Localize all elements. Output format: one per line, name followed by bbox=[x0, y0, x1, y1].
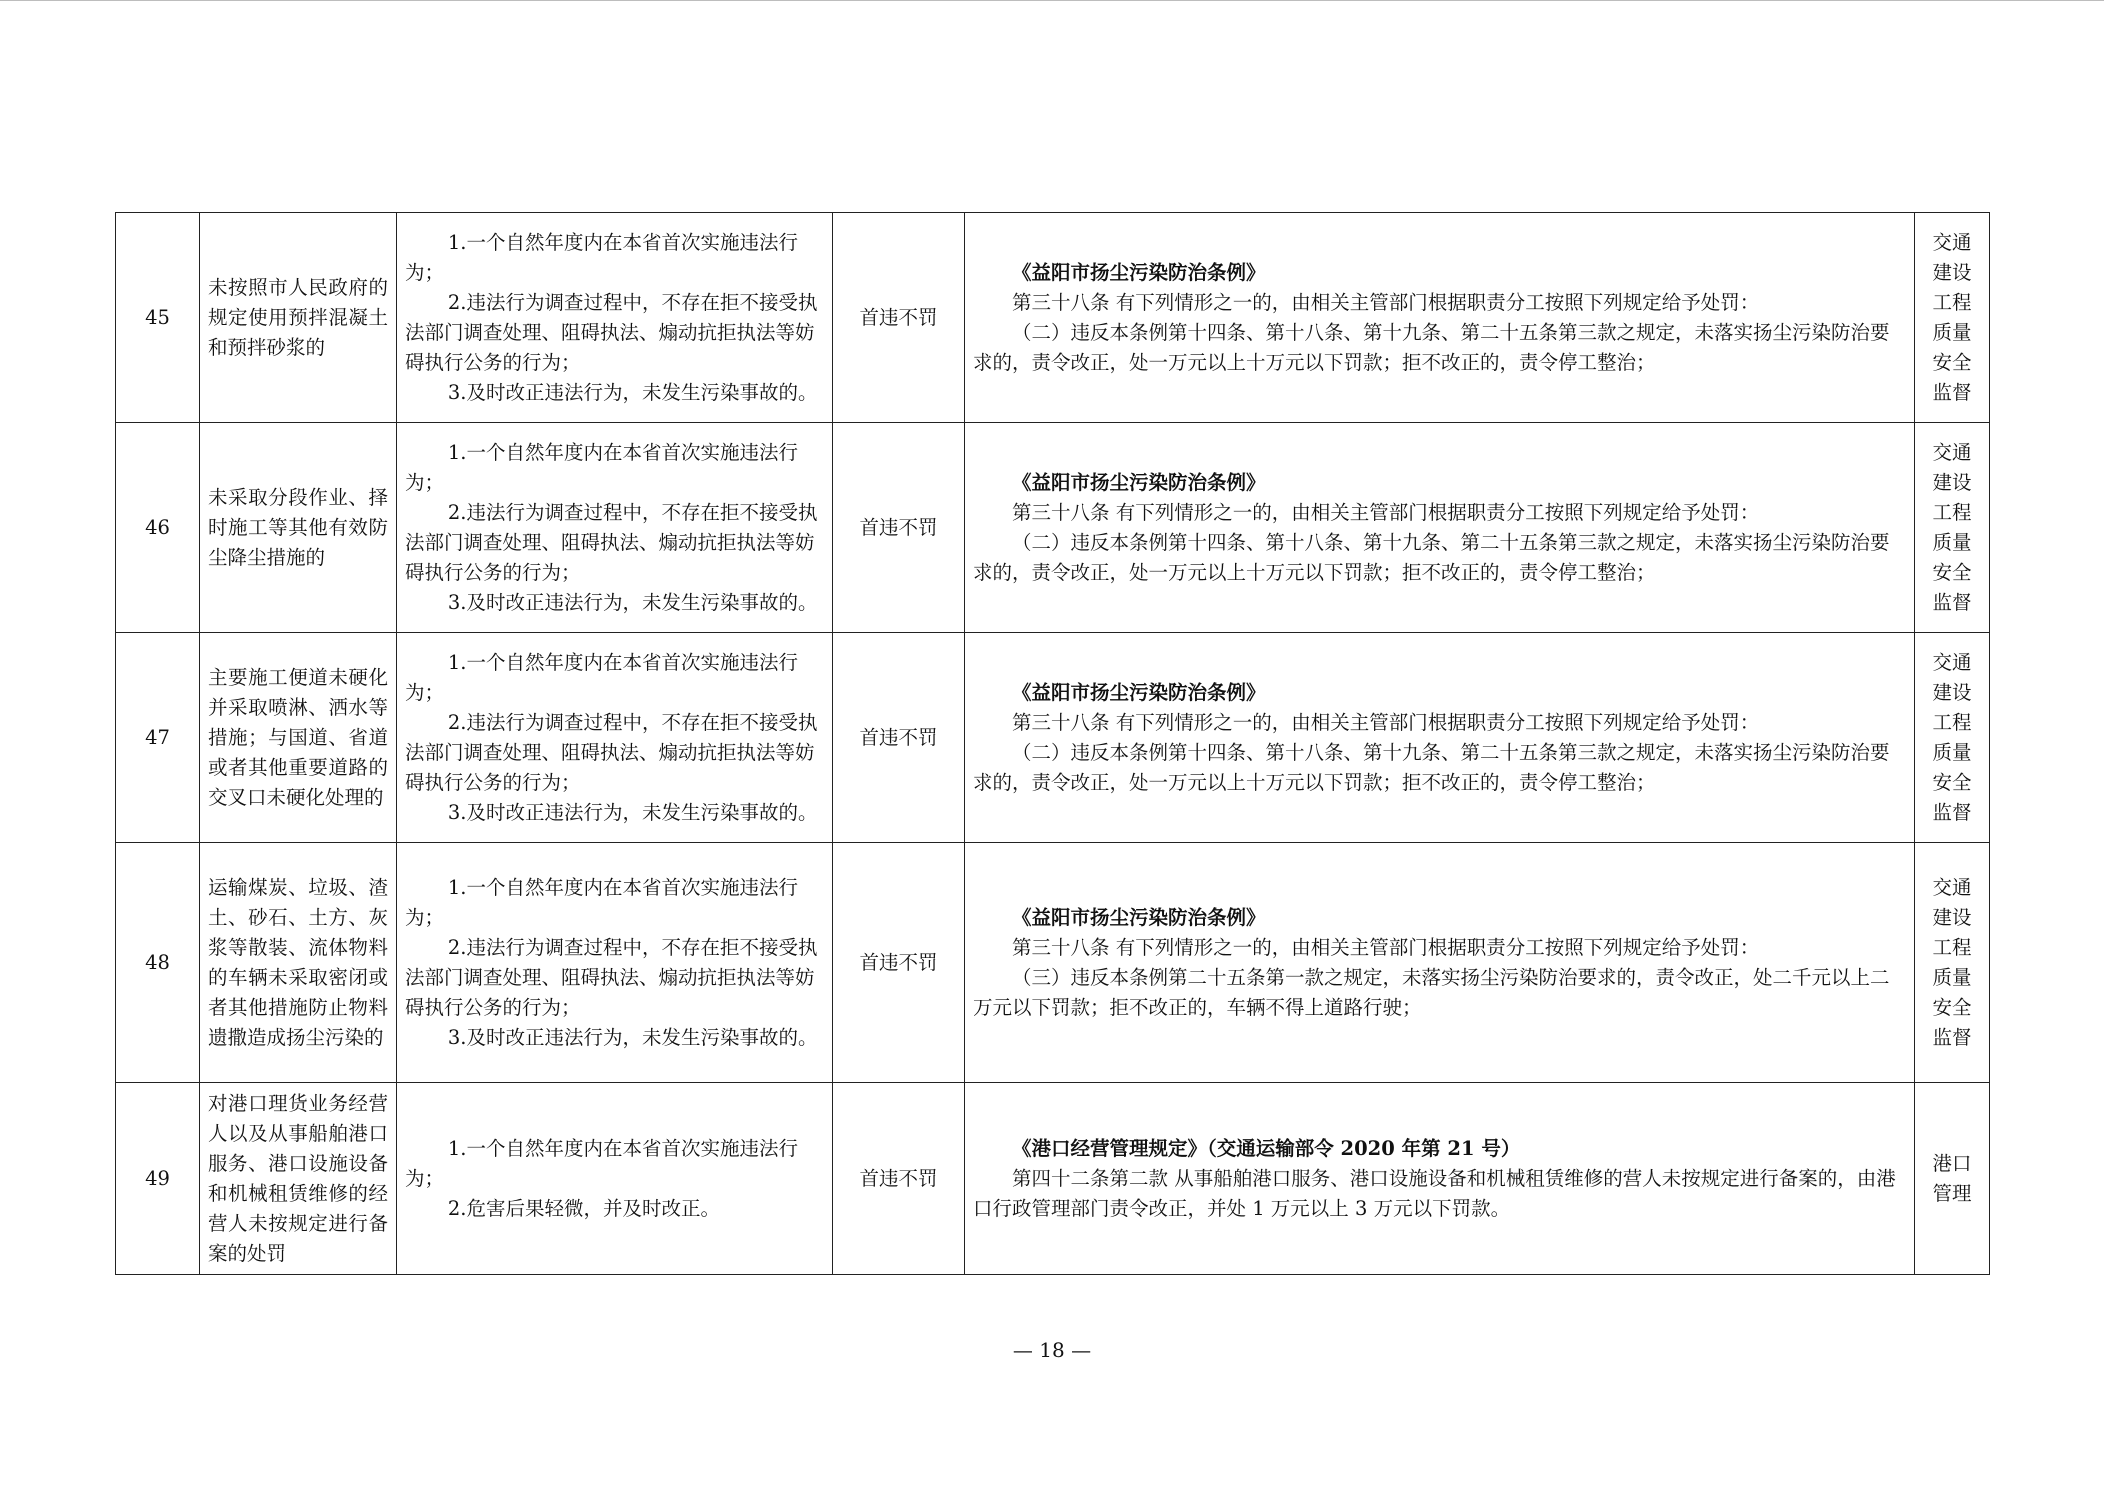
measure-cell: 首违不罚 bbox=[833, 213, 965, 423]
violation-item: 未采取分段作业、择时施工等其他有效防尘降尘措施的 bbox=[200, 423, 397, 633]
violation-item: 对港口理货业务经营人以及从事船舶港口服务、港口设施设备和机械租赁维修的经营人未按规定进行备案的处罚 bbox=[200, 1083, 397, 1275]
basis-paragraph: 第三十八条 有下列情形之一的，由相关主管部门根据职责分工按照下列规定给予处罚： bbox=[1012, 935, 1760, 959]
condition-line: 1.一个自然年度内在本省首次实施违法行为； bbox=[405, 875, 798, 929]
legal-basis-cell bbox=[965, 633, 1915, 843]
conditions-cell bbox=[397, 423, 833, 633]
conditions-cell bbox=[397, 843, 833, 1083]
condition-line: 1.一个自然年度内在本省首次实施违法行为； bbox=[405, 440, 798, 494]
row-number: 45 bbox=[116, 213, 200, 423]
condition-line: 3.及时改正违法行为，未发生污染事故的。 bbox=[447, 1025, 818, 1049]
law-title: 《益阳市扬尘污染防治条例》 bbox=[1012, 260, 1266, 284]
condition-line: 3.及时改正违法行为，未发生污染事故的。 bbox=[447, 800, 818, 824]
condition-line: 2.危害后果轻微，并及时改正。 bbox=[447, 1196, 720, 1220]
condition-line: 2.违法行为调查过程中，不存在拒不接受执法部门调查处理、阻碍执法、煽动抗拒执法等妨碍执行公务的行为； bbox=[405, 290, 818, 374]
condition-line: 3.及时改正违法行为，未发生污染事故的。 bbox=[447, 380, 818, 404]
page-number: — 18 — bbox=[1012, 1338, 1092, 1362]
condition-line: 2.违法行为调查过程中，不存在拒不接受执法部门调查处理、阻碍执法、煽动抗拒执法等妨碍执行公务的行为； bbox=[405, 710, 818, 794]
legal-basis-cell bbox=[965, 843, 1915, 1083]
law-title: 《益阳市扬尘污染防治条例》 bbox=[1012, 905, 1266, 929]
basis-paragraph: （三）违反本条例第二十五条第一款之规定，未落实扬尘污染防治要求的，责令改正，处二千元以上二万元以下罚款；拒不改正的，车辆不得上道路行驶； bbox=[973, 965, 1890, 1019]
measure-cell: 首违不罚 bbox=[833, 843, 965, 1083]
row-number: 48 bbox=[116, 843, 200, 1083]
legal-basis-cell bbox=[965, 1083, 1915, 1275]
row-number: 46 bbox=[116, 423, 200, 633]
legal-basis-cell bbox=[965, 213, 1915, 423]
basis-paragraph: （二）违反本条例第十四条、第十八条、第十九条、第二十五条第三款之规定，未落实扬尘污染防治要求的，责令改正，处一万元以上十万元以下罚款；拒不改正的，责令停工整治； bbox=[973, 740, 1890, 794]
law-title: 《港口经营管理规定》（交通运输部令 2020 年第 21 号） bbox=[1012, 1136, 1521, 1160]
condition-line: 1.一个自然年度内在本省首次实施违法行为； bbox=[405, 1136, 798, 1190]
department-cell: 交通建设工程质量安全监督 bbox=[1915, 843, 1990, 1083]
row-number: 49 bbox=[116, 1083, 200, 1275]
department-cell: 港口管理 bbox=[1915, 1083, 1990, 1275]
basis-paragraph: （二）违反本条例第十四条、第十八条、第十九条、第二十五条第三款之规定，未落实扬尘污染防治要求的，责令改正，处一万元以上十万元以下罚款；拒不改正的，责令停工整治； bbox=[973, 530, 1890, 584]
basis-paragraph: 第三十八条 有下列情形之一的，由相关主管部门根据职责分工按照下列规定给予处罚： bbox=[1012, 290, 1760, 314]
table-row bbox=[116, 423, 1990, 633]
table-row bbox=[116, 213, 1990, 423]
condition-line: 2.违法行为调查过程中，不存在拒不接受执法部门调查处理、阻碍执法、煽动抗拒执法等妨碍执行公务的行为； bbox=[405, 500, 818, 584]
condition-line: 3.及时改正违法行为，未发生污染事故的。 bbox=[447, 590, 818, 614]
condition-line: 2.违法行为调查过程中，不存在拒不接受执法部门调查处理、阻碍执法、煽动抗拒执法等妨碍执行公务的行为； bbox=[405, 935, 818, 1019]
conditions-cell bbox=[397, 633, 833, 843]
measure-cell: 首违不罚 bbox=[833, 423, 965, 633]
condition-line: 1.一个自然年度内在本省首次实施违法行为； bbox=[405, 230, 798, 284]
violation-item: 未按照市人民政府的规定使用预拌混凝土和预拌砂浆的 bbox=[200, 213, 397, 423]
basis-paragraph: （二）违反本条例第十四条、第十八条、第十九条、第二十五条第三款之规定，未落实扬尘污染防治要求的，责令改正，处一万元以上十万元以下罚款；拒不改正的，责令停工整治； bbox=[973, 320, 1890, 374]
department-cell: 交通建设工程质量安全监督 bbox=[1915, 213, 1990, 423]
legal-basis-cell bbox=[965, 423, 1915, 633]
basis-paragraph: 第三十八条 有下列情形之一的，由相关主管部门根据职责分工按照下列规定给予处罚： bbox=[1012, 710, 1760, 734]
conditions-cell bbox=[397, 1083, 833, 1275]
department-cell: 交通建设工程质量安全监督 bbox=[1915, 423, 1990, 633]
basis-paragraph: 第四十二条第二款 从事船舶港口服务、港口设施设备和机械租赁维修的营人未按规定进行备案的，由港口行政管理部门责令改正，并处 1 万元以上 3 万元以下罚款。 bbox=[973, 1166, 1896, 1220]
violation-item: 主要施工便道未硬化并采取喷淋、洒水等措施；与国道、省道或者其他重要道路的交叉口未硬化处理的 bbox=[200, 633, 397, 843]
basis-paragraph: 第三十八条 有下列情形之一的，由相关主管部门根据职责分工按照下列规定给予处罚： bbox=[1012, 500, 1760, 524]
condition-line: 1.一个自然年度内在本省首次实施违法行为； bbox=[405, 650, 798, 704]
table-row bbox=[116, 1083, 1990, 1275]
page-top-rule bbox=[0, 0, 2104, 1]
law-title: 《益阳市扬尘污染防治条例》 bbox=[1012, 680, 1266, 704]
law-title: 《益阳市扬尘污染防治条例》 bbox=[1012, 470, 1266, 494]
table-row bbox=[116, 843, 1990, 1083]
table-row bbox=[116, 633, 1990, 843]
measure-cell: 首违不罚 bbox=[833, 633, 965, 843]
row-number: 47 bbox=[116, 633, 200, 843]
table-body bbox=[116, 213, 1990, 1275]
enforcement-table bbox=[115, 212, 1990, 1275]
violation-item: 运输煤炭、垃圾、渣土、砂石、土方、灰浆等散装、流体物料的车辆未采取密闭或者其他措施防止物料遗撒造成扬尘污染的 bbox=[200, 843, 397, 1083]
conditions-cell bbox=[397, 213, 833, 423]
measure-cell: 首违不罚 bbox=[833, 1083, 965, 1275]
department-cell: 交通建设工程质量安全监督 bbox=[1915, 633, 1990, 843]
